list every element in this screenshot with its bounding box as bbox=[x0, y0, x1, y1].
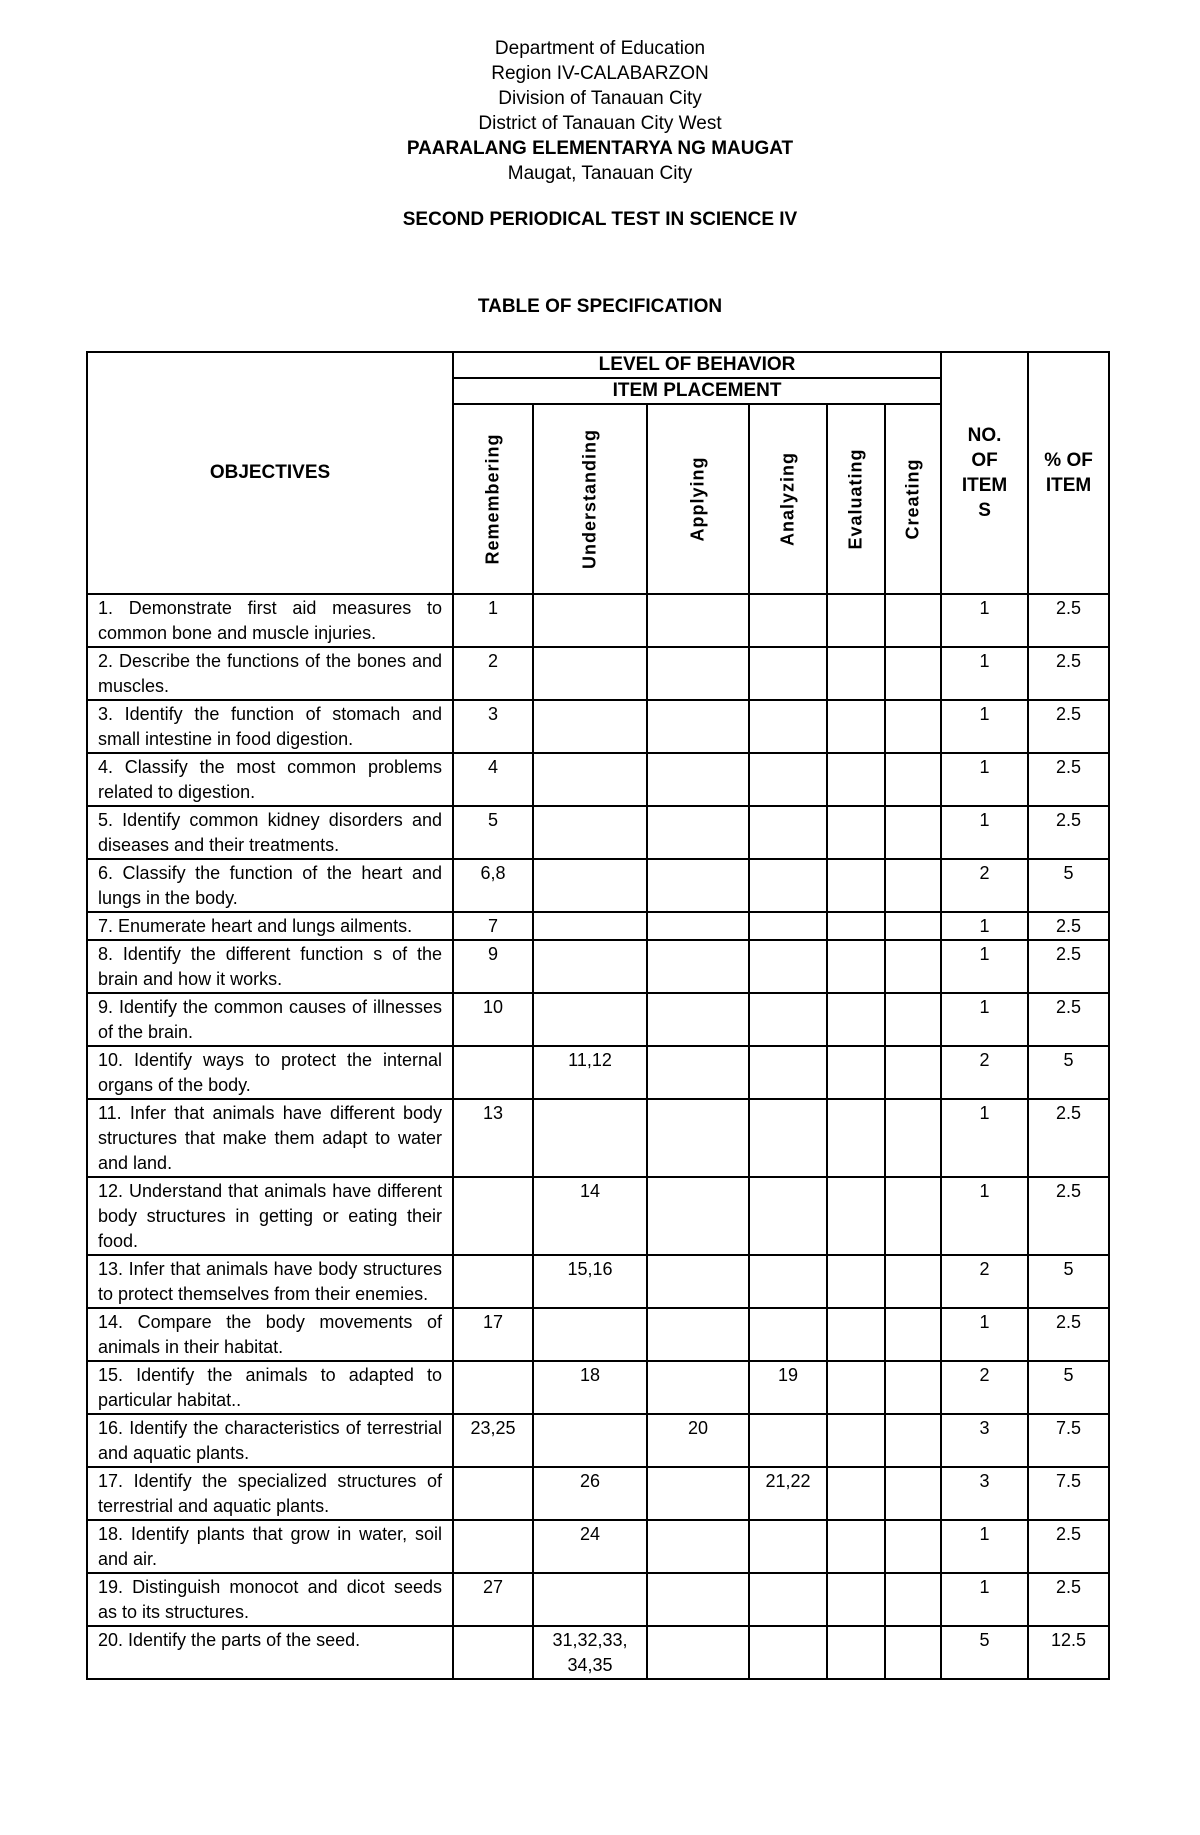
table-row bbox=[87, 1255, 1109, 1308]
school-address: Maugat, Tanauan City bbox=[507, 163, 693, 184]
no-of-items-cell: 1 bbox=[941, 912, 1028, 940]
no-of-items-cell: 2 bbox=[941, 1361, 1028, 1414]
analyzing-cell bbox=[749, 940, 827, 993]
no-of-items-cell: 1 bbox=[941, 1177, 1028, 1255]
remembering-cell: 13 bbox=[453, 1099, 533, 1177]
school-name: PAARALANG ELEMENTARYA NG MAUGAT bbox=[406, 138, 794, 159]
percent-cell: 2.5 bbox=[1028, 700, 1109, 753]
understanding-cell bbox=[533, 700, 647, 753]
table-row bbox=[87, 647, 1109, 700]
applying-cell bbox=[647, 700, 749, 753]
analyzing-cell bbox=[749, 700, 827, 753]
analyzing-cell bbox=[749, 912, 827, 940]
objective-cell: 15. Identify the animals to adapted to particular habitat.. bbox=[87, 1361, 453, 1414]
analyzing-cell bbox=[749, 647, 827, 700]
table-row bbox=[87, 594, 1109, 647]
no-of-items-label: NO. OF ITEM S bbox=[961, 425, 1008, 521]
applying-cell bbox=[647, 806, 749, 859]
table-row bbox=[87, 1308, 1109, 1361]
remembering-cell: 1 bbox=[453, 594, 533, 647]
evaluating-cell bbox=[827, 1414, 885, 1467]
table-row bbox=[87, 1467, 1109, 1520]
analyzing-cell bbox=[749, 1520, 827, 1573]
applying-cell bbox=[647, 940, 749, 993]
creating-cell bbox=[885, 1626, 941, 1679]
objective-cell: 2. Describe the functions of the bones and muscles. bbox=[87, 647, 453, 700]
creating-cell bbox=[885, 700, 941, 753]
objective-cell: 18. Identify plants that grow in water, soil and air. bbox=[87, 1520, 453, 1573]
understanding-cell: 26 bbox=[533, 1467, 647, 1520]
remembering-cell: 4 bbox=[453, 753, 533, 806]
creating-cell bbox=[885, 1361, 941, 1414]
understanding-cell bbox=[533, 647, 647, 700]
objective-cell: 8. Identify the different function s of the brain and how it works. bbox=[87, 940, 453, 993]
no-of-items-cell: 1 bbox=[941, 753, 1028, 806]
applying-cell bbox=[647, 912, 749, 940]
percent-cell: 2.5 bbox=[1028, 940, 1109, 993]
remembering-cell: 9 bbox=[453, 940, 533, 993]
applying-cell bbox=[647, 1573, 749, 1626]
percent-cell: 12.5 bbox=[1028, 1626, 1109, 1679]
understanding-cell bbox=[533, 993, 647, 1046]
percent-cell: 2.5 bbox=[1028, 647, 1109, 700]
table-row bbox=[87, 1520, 1109, 1573]
remembering-cell bbox=[453, 1177, 533, 1255]
objective-cell: 13. Infer that animals have body structures to protect themselves from their enemies. bbox=[87, 1255, 453, 1308]
table-row bbox=[87, 700, 1109, 753]
no-of-items-cell: 1 bbox=[941, 1308, 1028, 1361]
creating-cell bbox=[885, 1099, 941, 1177]
creating-cell bbox=[885, 647, 941, 700]
applying-cell bbox=[647, 1361, 749, 1414]
percent-of-item-header bbox=[1028, 352, 1109, 594]
understanding-cell bbox=[533, 912, 647, 940]
analyzing-label: Analyzing bbox=[777, 451, 798, 547]
specification-table bbox=[86, 351, 1110, 1680]
analyzing-header bbox=[749, 404, 827, 594]
remembering-cell: 2 bbox=[453, 647, 533, 700]
percent-cell: 7.5 bbox=[1028, 1414, 1109, 1467]
division-line: Division of Tanauan City bbox=[498, 88, 702, 109]
evaluating-cell bbox=[827, 1099, 885, 1177]
evaluating-cell bbox=[827, 1573, 885, 1626]
creating-cell bbox=[885, 1414, 941, 1467]
evaluating-header bbox=[827, 404, 885, 594]
understanding-cell bbox=[533, 594, 647, 647]
analyzing-cell: 21,22 bbox=[749, 1467, 827, 1520]
remembering-cell: 3 bbox=[453, 700, 533, 753]
percent-cell: 7.5 bbox=[1028, 1467, 1109, 1520]
applying-header bbox=[647, 404, 749, 594]
evaluating-cell bbox=[827, 859, 885, 912]
creating-cell bbox=[885, 940, 941, 993]
evaluating-cell bbox=[827, 1361, 885, 1414]
understanding-cell bbox=[533, 940, 647, 993]
objective-cell: 17. Identify the specialized structures of terrestrial and aquatic plants. bbox=[87, 1467, 453, 1520]
percent-cell: 5 bbox=[1028, 1361, 1109, 1414]
no-of-items-header bbox=[941, 352, 1028, 594]
table-row bbox=[87, 859, 1109, 912]
percent-cell: 2.5 bbox=[1028, 1308, 1109, 1361]
analyzing-cell bbox=[749, 1414, 827, 1467]
understanding-cell: 24 bbox=[533, 1520, 647, 1573]
table-row bbox=[87, 1046, 1109, 1099]
understanding-label: Understanding bbox=[579, 428, 600, 570]
evaluating-cell bbox=[827, 1177, 885, 1255]
table-head bbox=[87, 352, 1109, 594]
no-of-items-cell: 1 bbox=[941, 806, 1028, 859]
analyzing-cell bbox=[749, 806, 827, 859]
understanding-cell: 18 bbox=[533, 1361, 647, 1414]
percent-cell: 2.5 bbox=[1028, 594, 1109, 647]
department-line: Department of Education bbox=[494, 38, 706, 59]
no-of-items-cell: 5 bbox=[941, 1626, 1028, 1679]
table-row bbox=[87, 940, 1109, 993]
applying-cell: 20 bbox=[647, 1414, 749, 1467]
table-row bbox=[87, 912, 1109, 940]
percent-cell: 2.5 bbox=[1028, 1573, 1109, 1626]
creating-cell bbox=[885, 1308, 941, 1361]
understanding-cell bbox=[533, 1308, 647, 1361]
remembering-cell: 6,8 bbox=[453, 859, 533, 912]
no-of-items-cell: 1 bbox=[941, 700, 1028, 753]
no-of-items-cell: 1 bbox=[941, 1573, 1028, 1626]
evaluating-cell bbox=[827, 1308, 885, 1361]
table-row bbox=[87, 1361, 1109, 1414]
level-of-behavior-header: LEVEL OF BEHAVIOR bbox=[453, 352, 941, 378]
table-row bbox=[87, 1626, 1109, 1679]
analyzing-cell bbox=[749, 1099, 827, 1177]
understanding-cell: 15,16 bbox=[533, 1255, 647, 1308]
evaluating-cell bbox=[827, 940, 885, 993]
objective-cell: 4. Classify the most common problems related to digestion. bbox=[87, 753, 453, 806]
applying-cell bbox=[647, 594, 749, 647]
creating-cell bbox=[885, 1177, 941, 1255]
creating-cell bbox=[885, 1520, 941, 1573]
creating-cell bbox=[885, 859, 941, 912]
evaluating-cell bbox=[827, 647, 885, 700]
applying-cell bbox=[647, 1046, 749, 1099]
understanding-cell bbox=[533, 859, 647, 912]
district-line: District of Tanauan City West bbox=[478, 113, 722, 134]
percent-of-item-label: % OF ITEM bbox=[1044, 450, 1093, 496]
remembering-label: Remembering bbox=[482, 433, 503, 565]
applying-cell bbox=[647, 859, 749, 912]
creating-header bbox=[885, 404, 941, 594]
remembering-cell bbox=[453, 1255, 533, 1308]
creating-cell bbox=[885, 912, 941, 940]
understanding-cell bbox=[533, 1414, 647, 1467]
remembering-header bbox=[453, 404, 533, 594]
item-placement-header: ITEM PLACEMENT bbox=[453, 378, 941, 404]
evaluating-cell bbox=[827, 1626, 885, 1679]
table-body bbox=[87, 594, 1109, 1679]
objective-cell: 11. Infer that animals have different body structures that make them adapt to water and land. bbox=[87, 1099, 453, 1177]
analyzing-cell bbox=[749, 1046, 827, 1099]
remembering-cell: 7 bbox=[453, 912, 533, 940]
no-of-items-cell: 1 bbox=[941, 647, 1028, 700]
remembering-cell: 27 bbox=[453, 1573, 533, 1626]
analyzing-cell bbox=[749, 753, 827, 806]
evaluating-cell bbox=[827, 993, 885, 1046]
evaluating-cell bbox=[827, 1467, 885, 1520]
creating-cell bbox=[885, 1467, 941, 1520]
percent-cell: 2.5 bbox=[1028, 806, 1109, 859]
creating-cell bbox=[885, 594, 941, 647]
applying-cell bbox=[647, 1255, 749, 1308]
percent-cell: 5 bbox=[1028, 859, 1109, 912]
table-row bbox=[87, 806, 1109, 859]
percent-cell: 2.5 bbox=[1028, 993, 1109, 1046]
remembering-cell: 23,25 bbox=[453, 1414, 533, 1467]
applying-cell bbox=[647, 647, 749, 700]
percent-cell: 2.5 bbox=[1028, 1520, 1109, 1573]
table-row bbox=[87, 1099, 1109, 1177]
no-of-items-cell: 1 bbox=[941, 940, 1028, 993]
applying-cell bbox=[647, 1467, 749, 1520]
evaluating-cell bbox=[827, 1046, 885, 1099]
evaluating-cell bbox=[827, 1255, 885, 1308]
applying-cell bbox=[647, 1626, 749, 1679]
objective-cell: 20. Identify the parts of the seed. bbox=[87, 1626, 453, 1679]
table-row bbox=[87, 1177, 1109, 1255]
no-of-items-cell: 2 bbox=[941, 1255, 1028, 1308]
understanding-cell bbox=[533, 753, 647, 806]
objective-cell: 10. Identify ways to protect the internal organs of the body. bbox=[87, 1046, 453, 1099]
no-of-items-cell: 3 bbox=[941, 1467, 1028, 1520]
objective-cell: 3. Identify the function of stomach and small intestine in food digestion. bbox=[87, 700, 453, 753]
remembering-cell bbox=[453, 1046, 533, 1099]
objectives-header: OBJECTIVES bbox=[87, 352, 453, 594]
percent-cell: 2.5 bbox=[1028, 912, 1109, 940]
evaluating-cell bbox=[827, 806, 885, 859]
analyzing-cell bbox=[749, 859, 827, 912]
applying-label: Applying bbox=[687, 456, 708, 542]
analyzing-cell bbox=[749, 1177, 827, 1255]
remembering-cell bbox=[453, 1520, 533, 1573]
understanding-header bbox=[533, 404, 647, 594]
evaluating-cell bbox=[827, 912, 885, 940]
objective-cell: 5. Identify common kidney disorders and diseases and their treatments. bbox=[87, 806, 453, 859]
evaluating-label: Evaluating bbox=[845, 448, 866, 550]
no-of-items-cell: 1 bbox=[941, 594, 1028, 647]
understanding-cell: 14 bbox=[533, 1177, 647, 1255]
table-row bbox=[87, 1573, 1109, 1626]
objective-cell: 1. Demonstrate first aid measures to common bone and muscle injuries. bbox=[87, 594, 453, 647]
evaluating-cell bbox=[827, 594, 885, 647]
analyzing-cell bbox=[749, 993, 827, 1046]
creating-cell bbox=[885, 1046, 941, 1099]
evaluating-cell bbox=[827, 700, 885, 753]
objective-cell: 12. Understand that animals have different body structures in getting or eating their food. bbox=[87, 1177, 453, 1255]
objective-cell: 14. Compare the body movements of animals in their habitat. bbox=[87, 1308, 453, 1361]
analyzing-cell bbox=[749, 594, 827, 647]
remembering-cell bbox=[453, 1467, 533, 1520]
no-of-items-cell: 1 bbox=[941, 993, 1028, 1046]
percent-cell: 5 bbox=[1028, 1046, 1109, 1099]
table-row bbox=[87, 993, 1109, 1046]
creating-cell bbox=[885, 993, 941, 1046]
no-of-items-cell: 2 bbox=[941, 859, 1028, 912]
creating-cell bbox=[885, 806, 941, 859]
no-of-items-cell: 1 bbox=[941, 1520, 1028, 1573]
analyzing-cell bbox=[749, 1308, 827, 1361]
no-of-items-cell: 2 bbox=[941, 1046, 1028, 1099]
applying-cell bbox=[647, 1177, 749, 1255]
creating-label: Creating bbox=[902, 458, 923, 540]
creating-cell bbox=[885, 1255, 941, 1308]
evaluating-cell bbox=[827, 1520, 885, 1573]
applying-cell bbox=[647, 1099, 749, 1177]
table-row bbox=[87, 753, 1109, 806]
percent-cell: 5 bbox=[1028, 1255, 1109, 1308]
percent-cell: 2.5 bbox=[1028, 753, 1109, 806]
remembering-cell bbox=[453, 1361, 533, 1414]
understanding-cell bbox=[533, 806, 647, 859]
objective-cell: 7. Enumerate heart and lungs ailments. bbox=[87, 912, 453, 940]
objective-cell: 16. Identify the characteristics of terrestrial and aquatic plants. bbox=[87, 1414, 453, 1467]
no-of-items-cell: 3 bbox=[941, 1414, 1028, 1467]
analyzing-cell bbox=[749, 1255, 827, 1308]
creating-cell bbox=[885, 1573, 941, 1626]
objective-cell: 19. Distinguish monocot and dicot seeds as to its structures. bbox=[87, 1573, 453, 1626]
analyzing-cell bbox=[749, 1626, 827, 1679]
table-title: TABLE OF SPECIFICATION bbox=[477, 296, 723, 317]
applying-cell bbox=[647, 993, 749, 1046]
applying-cell bbox=[647, 1308, 749, 1361]
region-line: Region IV-CALABARZON bbox=[491, 63, 709, 84]
evaluating-cell bbox=[827, 753, 885, 806]
remembering-cell: 10 bbox=[453, 993, 533, 1046]
remembering-cell: 5 bbox=[453, 806, 533, 859]
objective-cell: 9. Identify the common causes of illnesses of the brain. bbox=[87, 993, 453, 1046]
percent-cell: 2.5 bbox=[1028, 1177, 1109, 1255]
test-title: SECOND PERIODICAL TEST IN SCIENCE IV bbox=[402, 209, 798, 230]
no-of-items-cell: 1 bbox=[941, 1099, 1028, 1177]
percent-cell: 2.5 bbox=[1028, 1099, 1109, 1177]
understanding-cell: 31,32,33, 34,35 bbox=[533, 1626, 647, 1679]
understanding-cell: 11,12 bbox=[533, 1046, 647, 1099]
analyzing-cell bbox=[749, 1573, 827, 1626]
document-header bbox=[0, 36, 1200, 186]
understanding-cell bbox=[533, 1099, 647, 1177]
applying-cell bbox=[647, 753, 749, 806]
creating-cell bbox=[885, 753, 941, 806]
applying-cell bbox=[647, 1520, 749, 1573]
remembering-cell bbox=[453, 1626, 533, 1679]
understanding-cell bbox=[533, 1573, 647, 1626]
table-row bbox=[87, 1414, 1109, 1467]
objective-cell: 6. Classify the function of the heart and lungs in the body. bbox=[87, 859, 453, 912]
analyzing-cell: 19 bbox=[749, 1361, 827, 1414]
remembering-cell: 17 bbox=[453, 1308, 533, 1361]
